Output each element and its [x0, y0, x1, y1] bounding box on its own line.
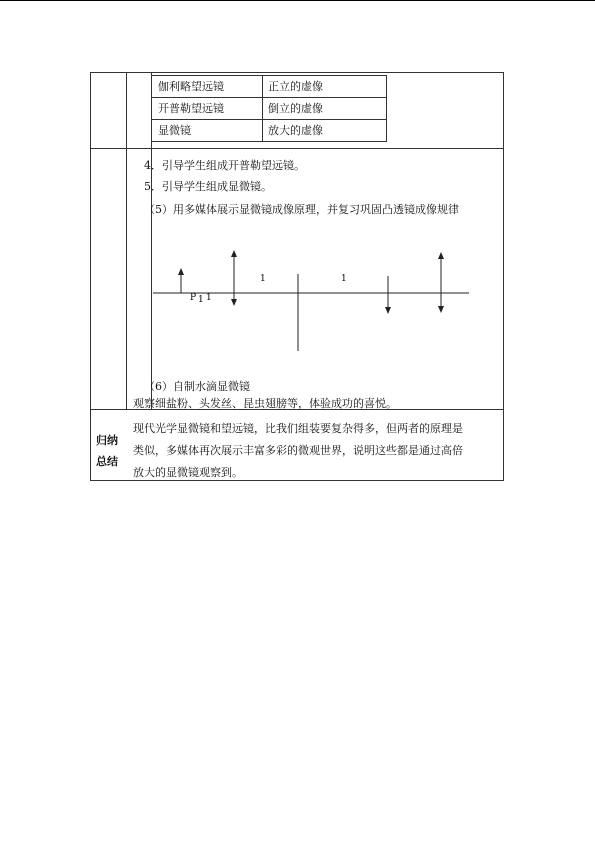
- table-cell-image: 放大的虚像: [268, 124, 323, 137]
- table-cell-image: 倒立的虚像: [268, 102, 323, 115]
- lens-arrow-up-icon: [231, 250, 237, 257]
- summary-text: 现代光学显微镜和望远镜，比我们组装要复杂得多，但两者的原理是: [133, 422, 463, 435]
- table-cell-name: 显微镜: [158, 124, 191, 137]
- diagram-label: 1: [206, 293, 212, 303]
- table-cell-image: 正立的虚像: [268, 80, 323, 93]
- diagram-label-p: P: [190, 293, 197, 303]
- diagram-label: 1: [341, 274, 347, 284]
- table-cell-name: 伽利略望远镜: [158, 80, 224, 93]
- lens-arrow-down-icon: [438, 306, 444, 313]
- summary-text: 放大的显微镜观察到。: [133, 466, 243, 479]
- summary-text: 类似，多媒体再次展示丰富多彩的微观世界，说明这些都是通过高倍: [133, 444, 463, 457]
- diagram-label: 1: [260, 274, 266, 284]
- summary-heading: 总结: [96, 455, 118, 468]
- summary-heading: 归纳: [96, 434, 118, 447]
- diagram-label-sub: 1: [198, 295, 204, 305]
- observe-text: 观察细盐粉、头发丝、昆虫翅膀等，体验成功的喜悦。: [133, 397, 397, 410]
- table-cell-name: 开普勒望远镜: [158, 102, 224, 115]
- step-5-media-text: （5）用多媒体展示显微镜成像原理，并复习巩固凸透镜成像规律: [144, 203, 459, 216]
- step-5-text: 5．引导学生组成显微镜。: [144, 180, 272, 193]
- object-arrow-head-icon: [178, 268, 184, 275]
- image-arrow-head-icon: [385, 307, 391, 314]
- lens-arrow-up-icon: [438, 252, 444, 259]
- step-6-text: （6）自制水滴显微镜: [144, 380, 250, 393]
- step-4-text: 4．引导学生组成开普勒望远镜。: [144, 159, 305, 172]
- lens-arrow-down-icon: [231, 299, 237, 306]
